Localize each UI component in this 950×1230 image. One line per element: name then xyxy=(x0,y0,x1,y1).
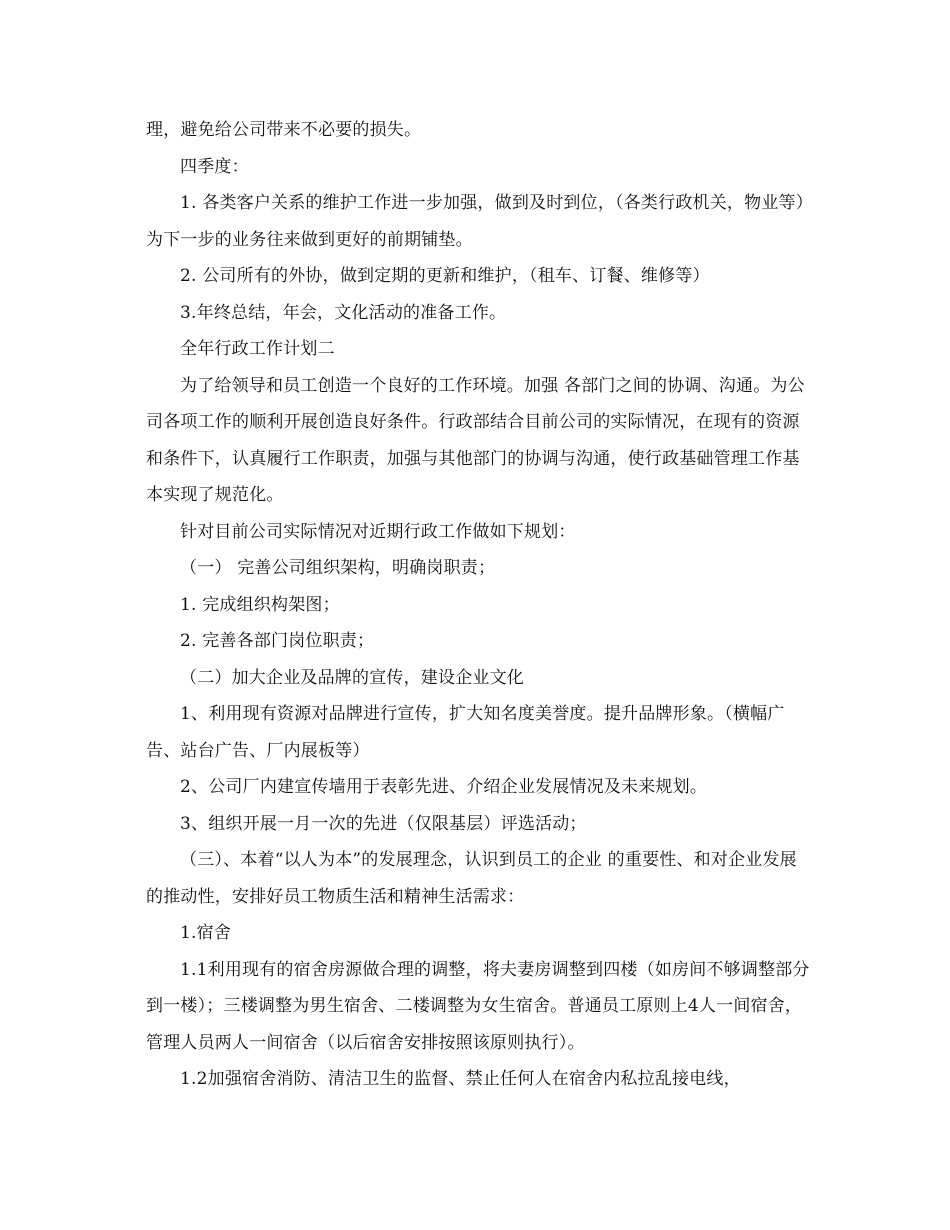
paragraph-q4-heading: 四季度： xyxy=(180,156,249,177)
document-body xyxy=(146,112,812,1098)
paragraph-plan-two-title: 全年行政工作计划二 xyxy=(180,339,335,359)
paragraph-section-1-heading: （一） 完善公司组织架构，明确岗职责； xyxy=(180,558,496,578)
paragraph-q4-item-1: 1. 各类客户关系的维护工作进一步加强，做到及时到位，（各类行政机关，物业等）为下一步的业务往来做到更好的前期铺垫。 xyxy=(146,193,805,250)
paragraph-dormitory-heading: 1.宿舍 xyxy=(180,923,232,943)
paragraph-section-1-item-1: 1. 完成组织构架图； xyxy=(180,594,340,615)
paragraph-section-2-item-3: 3、组织开展一月一次的先进（仅限基层）评选活动； xyxy=(180,813,587,834)
paragraph-dormitory-item-1-1: 1.1利用现有的宿舍房源做合理的调整，将夫妻房调整到四楼（如房间不够调整部分到一楼）；三楼调整为男生宿舍、二楼调整为女生宿舍。普通员工原则上4人一间宿舍，管理人员两人一间宿舍（以后宿舍安排按照该原则执行）。 xyxy=(146,959,810,1053)
paragraph-q4-item-2: 2. 公司所有的外协，做到定期的更新和维护，（租车、订餐、维修等） xyxy=(180,266,710,286)
paragraph-planning-lead: 针对目前公司实际情况对近期行政工作做如下规划： xyxy=(180,521,576,542)
paragraph-continuation: 理，避免给公司带来不必要的损失。 xyxy=(146,120,422,140)
paragraph-dormitory-item-1-2: 1.2加强宿舍消防、清洁卫生的监督、禁止任何人在宿舍内私拉乱接电线， xyxy=(180,1069,741,1089)
paragraph-section-2-heading: （二）加大企业及品牌的宣传，建设企业文化 xyxy=(180,667,524,688)
paragraph-section-2-item-1: 1、利用现有资源对品牌进行宣传，扩大知名度美誉度。提升品牌形象。（横幅广告、站台广告、厂内展板等） xyxy=(146,704,785,761)
paragraph-section-2-item-2: 2、公司厂内建宣传墙用于表彰先进、介绍企业发展情况及未来规划。 xyxy=(180,777,708,797)
paragraph-plan-two-intro: 为了给领导和员工创造一个良好的工作环境。加强 各部门之间的协调、沟通。为公司各项工作的顺利开展创造良好条件。行政部结合目前公司的实际情况，在现有的资源和条件下，认真履行工作职责，加强与其他部门的协调与沟通，使行政基础管理工作基本实现了规范化。 xyxy=(146,375,805,505)
paragraph-q4-item-3: 3.年终总结，年会，文化活动的准备工作。 xyxy=(180,302,507,323)
paragraph-section-3-heading: （三）、本着“以人为本”的发展理念，认识到员工的企业 的重要性、和对企业发展的推动性，安排好员工物质生活和精神生活需求： xyxy=(146,850,797,907)
paragraph-section-1-item-2: 2. 完善各部门岗位职责； xyxy=(180,631,375,651)
